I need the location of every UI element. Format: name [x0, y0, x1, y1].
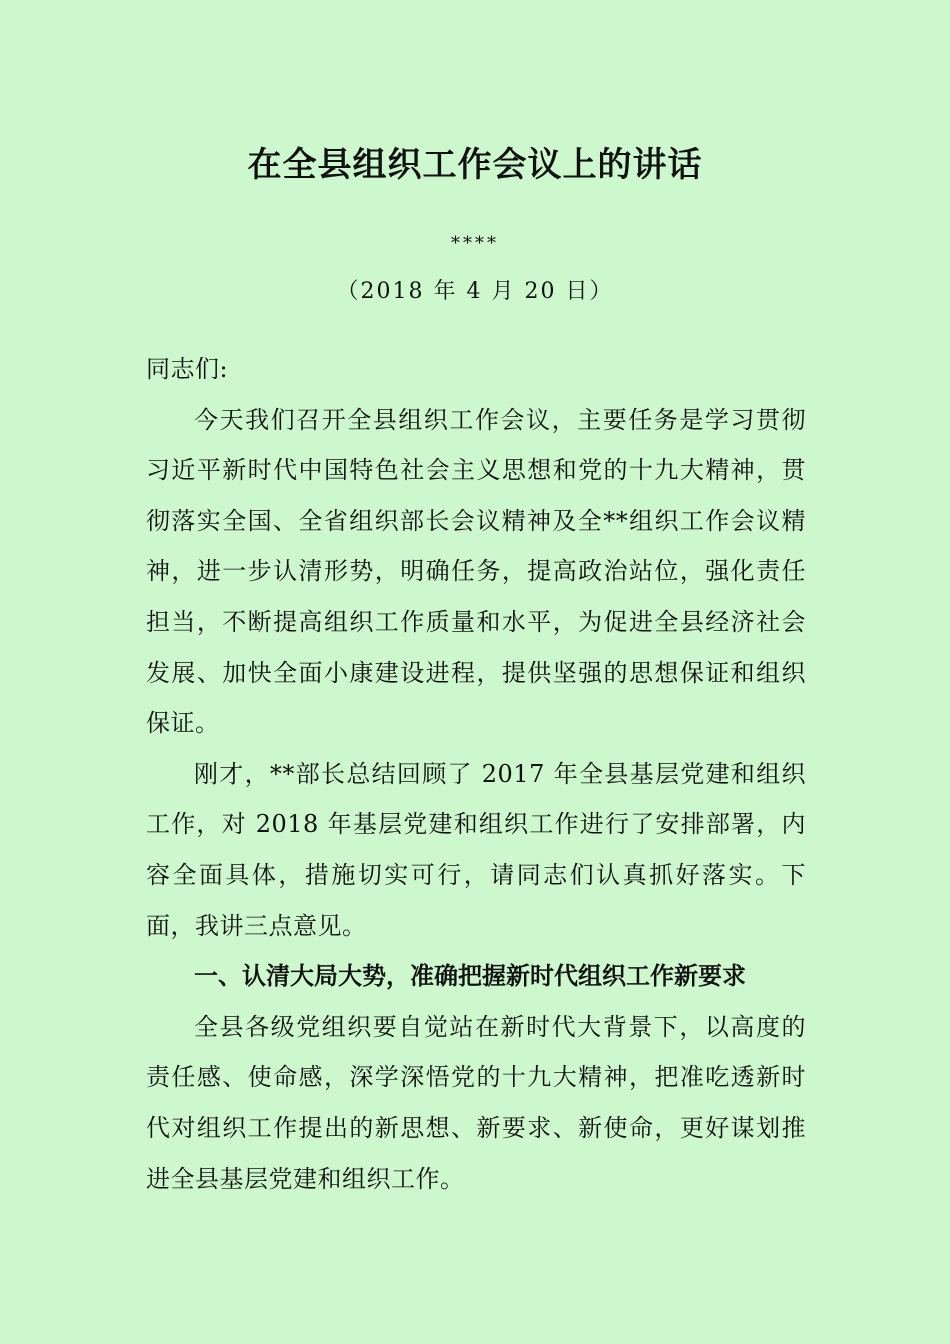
section-heading: 一、认清大局大势，准确把握新时代组织工作新要求 — [194, 962, 746, 991]
paragraph-intro: 今天我们召开全县组织工作会议，主要任务是学习贯彻习近平新时代中国特色社会主义思想和党的十九大精神，贯彻落实全国、全省组织部长会议精神及全**组织工作会议精神，进一步认清形势，明确任务，提高政治站位，强化责任担当，不断提高组织工作质量和水平，为促进全县经济社会发展、加快全面小康建设进程，提供坚强的思想保证和组织保证。 — [146, 405, 806, 738]
paragraph-review: 刚才，**部长总结回顾了 2017 年全县基层党建和组织工作，对 2018 年基层党建和组织工作进行了安排部署，内容全面具体，措施切实可行，请同志们认真抓好落实。下面，我讲三点意见。 — [146, 759, 806, 940]
document-body — [146, 344, 806, 1204]
section-paragraph: 全县各级党组织要自觉站在新时代大背景下，以高度的责任感、使命感，深学深悟党的十九大精神，把准吃透新时代对组织工作提出的新思想、新要求、新使命，更好谋划推进全县基层党建和组织工作。 — [146, 1012, 806, 1193]
document-author: **** — [451, 233, 499, 254]
document-date: （2018 年 4 月 20 日） — [336, 279, 614, 304]
document-title: 在全县组织工作会议上的讲话 — [247, 145, 703, 185]
salutation: 同志们: — [146, 355, 229, 383]
